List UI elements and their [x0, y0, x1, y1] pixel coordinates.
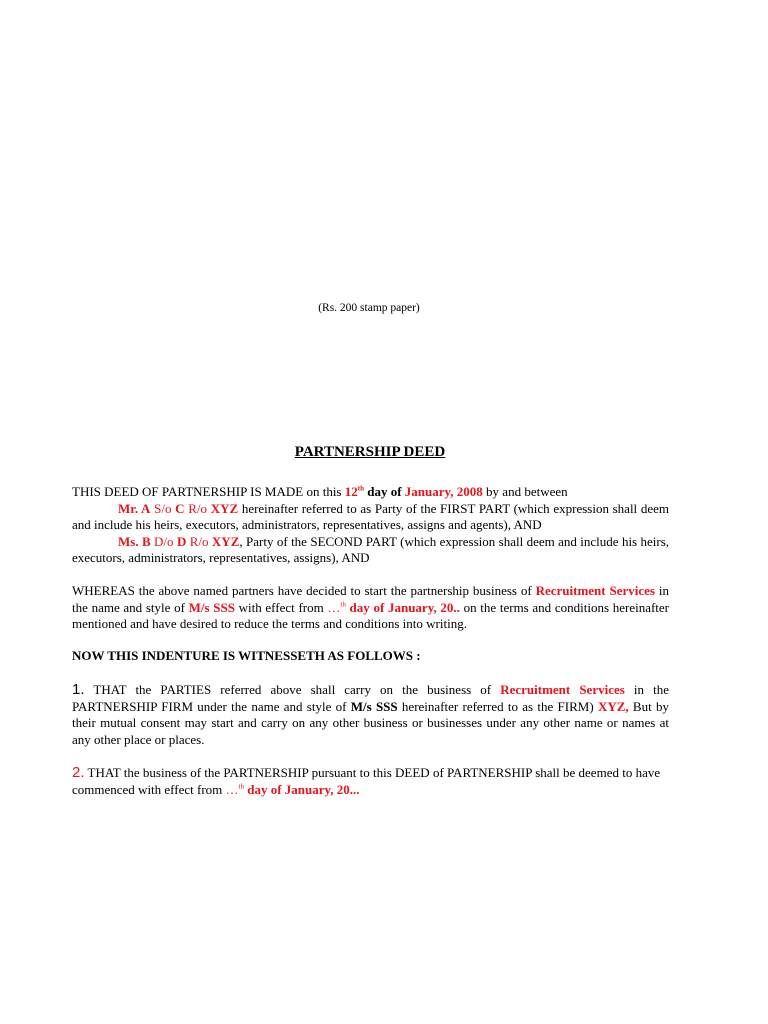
stamp-paper-note: (Rs. 200 stamp paper) — [318, 302, 420, 314]
clause-1: 1. THAT the PARTIES referred above shall carry on the business of Recruitment Services in the PARTNERSHIP FIRM under the name and style of M/s SSS hereinafter referred to as the FIRM) XYZ, But by their mutual consent may start and carry on any other business or businesses under any other name or names at any other place or places. — [72, 681, 669, 747]
first-party-clause: Mr. A S/o C R/o XYZ hereinafter referred to as Party of the FIRST PART (which expression shall deem and include his heirs, executors, administrators, representatives, assigns and agents), AND — [72, 500, 669, 533]
whereas-paragraph: WHEREAS the above named partners have decided to start the partnership business of Recruitment Services in the name and style of M/s SSS with effect from …$^{th}$ day of January, 20.. on the terms and conditions hereinafter mentioned and have desired to reduce the terms and conditions into writing. — [72, 583, 670, 632]
document-title: PARTNERSHIP DEED — [294, 444, 446, 460]
second-party-clause: Ms. B D/o D R/o XYZ, Party of the SECOND PART (which expression shall deem and include his heirs, executors, administrators, representatives, assigns), AND — [72, 533, 670, 566]
clause-2: 2. THAT the business of the PARTNERSHIP pursuant to this DEED of PARTNERSHIP shall be deemed to have commenced with effect from …$^{th}$ day of January, 20... — [72, 764, 661, 797]
witness-heading: NOW THIS INDENTURE IS WITNESSETH AS FOLLOWS : — [72, 648, 421, 663]
opening-line: THIS DEED OF PARTNERSHIP IS MADE on this 12th day of January, 2008 by and between — [72, 484, 568, 499]
opening-paragraph — [72, 484, 669, 567]
